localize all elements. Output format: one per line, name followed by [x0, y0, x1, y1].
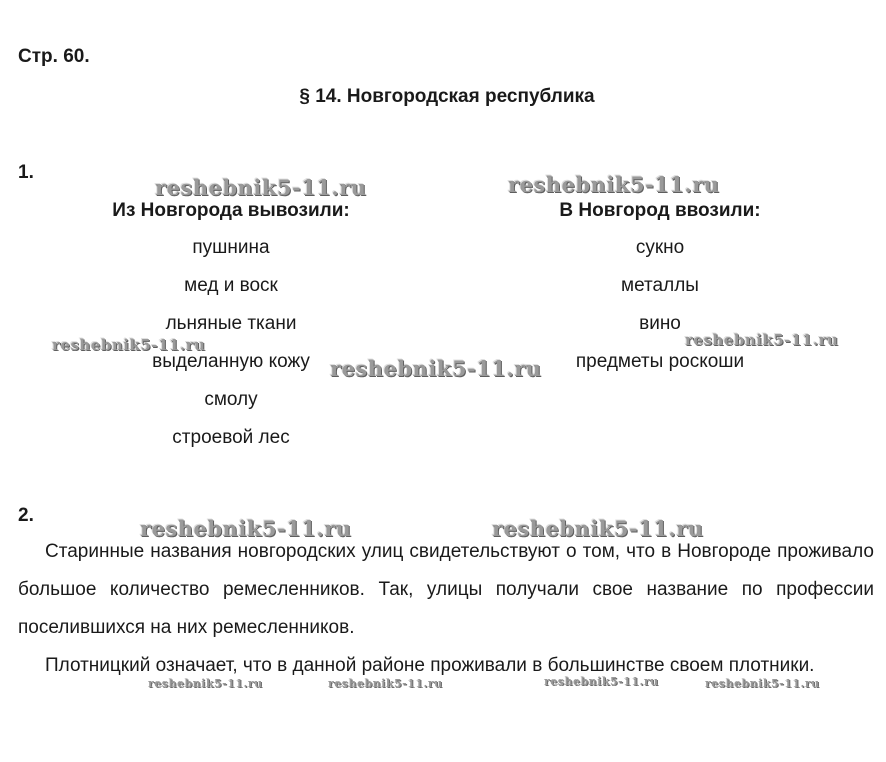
section-title: § 14. Новгородская республика: [299, 86, 595, 107]
watermark: reshebnik5-11.ru: [705, 677, 820, 690]
answer-text: [18, 533, 874, 685]
answer-paragraph-2: Плотницкий означает, что в данной районе проживали в большинстве своем плотники.: [45, 655, 815, 676]
watermark: reshebnik5-11.ru: [148, 677, 263, 690]
watermark: reshebnik5-11.ru: [508, 172, 720, 197]
export-item: выделанную кожу: [152, 351, 310, 372]
import-item: металлы: [621, 275, 699, 296]
export-item: пушнина: [192, 237, 270, 258]
export-item: смолу: [204, 389, 258, 410]
watermark: reshebnik5-11.ru: [52, 336, 206, 354]
watermark: reshebnik5-11.ru: [155, 175, 367, 200]
import-item: вино: [639, 313, 681, 334]
export-item: мед и воск: [184, 275, 278, 296]
task-1-number: 1.: [18, 162, 34, 183]
import-item: предметы роскоши: [575, 351, 745, 372]
export-column-title: Из Новгорода вывозили:: [112, 200, 350, 221]
task-2-number: 2.: [18, 505, 34, 526]
watermark: reshebnik5-11.ru: [330, 356, 542, 381]
watermark: reshebnik5-11.ru: [492, 516, 704, 541]
import-item: сукно: [635, 237, 685, 258]
watermark: reshebnik5-11.ru: [140, 516, 352, 541]
watermark: reshebnik5-11.ru: [544, 675, 659, 688]
import-column-title: В Новгород ввозили:: [559, 200, 761, 221]
answer-paragraph-1: Старинные названия новгородских улиц свидетельствуют о том, что в Новгороде проживало большое количество ремесленников. Так, улицы получали свое название по профессии поселившихся на них ремесленников.: [18, 541, 874, 638]
watermark: reshebnik5-11.ru: [328, 677, 443, 690]
export-item: льняные ткани: [165, 313, 297, 334]
export-item: строевой лес: [172, 427, 290, 448]
watermark: reshebnik5-11.ru: [685, 331, 839, 349]
page-reference: Стр. 60.: [18, 46, 90, 67]
